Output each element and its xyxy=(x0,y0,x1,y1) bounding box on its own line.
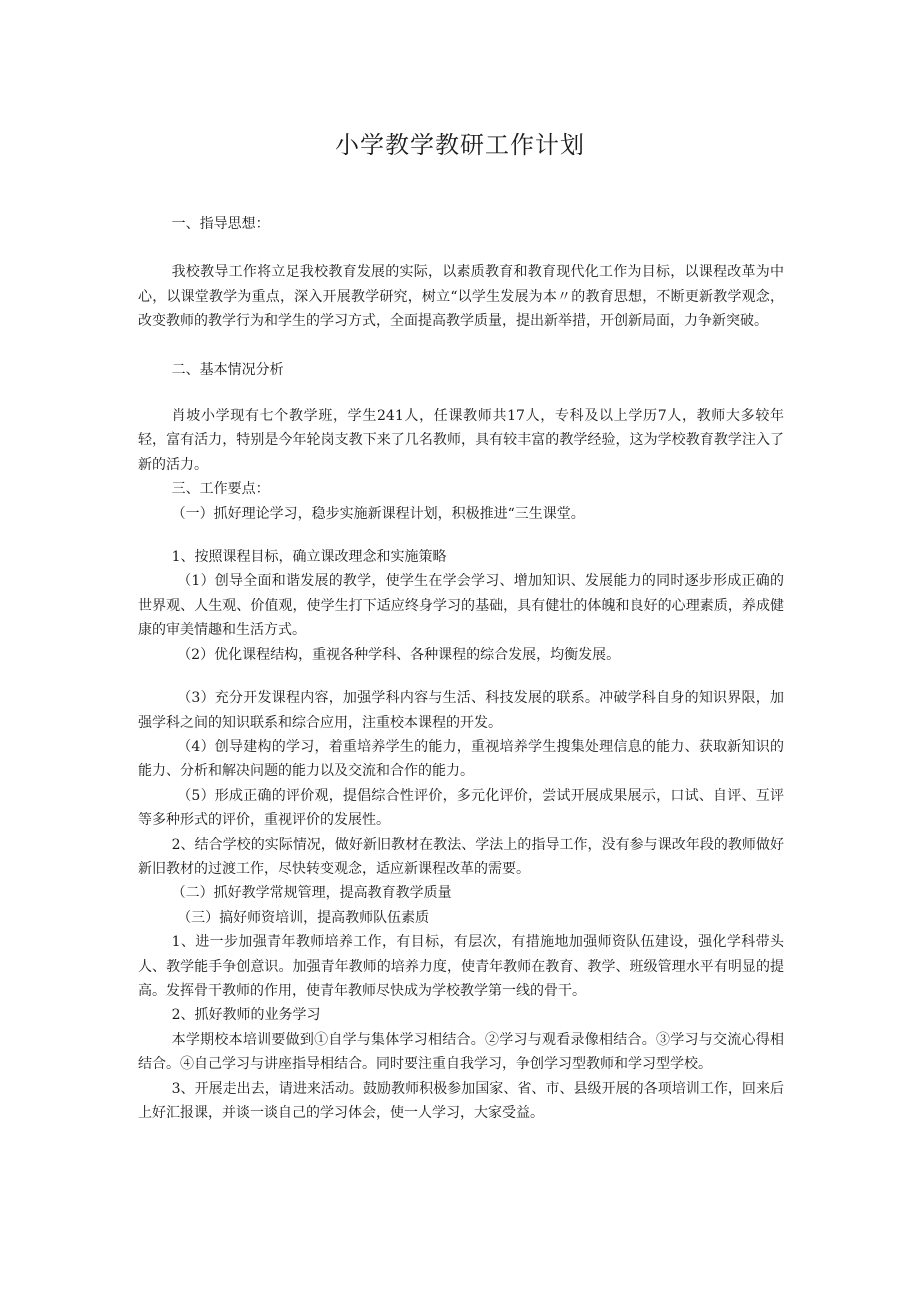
training-item-2-title: 2、抓好教师的业务学习 xyxy=(171,1007,321,1024)
document-title: 小学教学教研工作计划 xyxy=(335,131,585,159)
section-3-subheading-2: （二）抓好教学常规管理，提高教育教学质量 xyxy=(171,885,452,902)
item-1-title: 1、按照课程目标，确立课改理念和实施策略 xyxy=(171,549,447,566)
section-3-subheading-1: （一）抓好理论学习，稳步实施新课程计划，积极推进“三生课堂。 xyxy=(171,505,585,522)
item-1-point-5: （5）形成正确的评价观，提倡综合性评价，多元化评价，尝试开展成果展示，口试、自评、互评等多种形式的评价，重视评价的发展性。 xyxy=(138,787,784,829)
section-2-heading: 二、基本情况分析 xyxy=(171,361,284,378)
section-3-heading: 三、工作要点： xyxy=(171,481,270,498)
section-3-subheading-3: （三）搞好师资培训，提高教师队伍素质 xyxy=(177,909,430,926)
document-body xyxy=(138,212,784,1125)
training-item-2-paragraph: 本学期校本培训要做到①自学与集体学习相结合。②学习与观看录像相结合。③学习与交流心得相结合。④自己学习与讲座指导相结合。同时要注重自我学习，争创学习型教师和学习型学校。 xyxy=(138,1031,784,1073)
item-1-point-3: （3）充分开发课程内容，加强学科内容与生活、科技发展的联系。冲破学科自身的知识界限，加强学科之间的知识联系和综合应用，注重校本课程的开发。 xyxy=(138,690,784,731)
training-item-1: 1、进一步加强青年教师培养工作，有目标，有层次，有措施地加强师资队伍建设，强化学科带头人、教学能手争创意识。加强青年教师的培养力度，使青年教师在教育、教学、班级管理水平有明显的提高。发挥骨干教师的作用，使青年教师尽快成为学校教学第一线的骨干。 xyxy=(138,934,784,999)
item-2-paragraph: 2、结合学校的实际情况，做好新旧教材在教法、学法上的指导工作，没有参与课改年段的教师做好新旧教材的过渡工作，尽快转变观念，适应新课程改革的需要。 xyxy=(138,836,784,877)
item-1-point-1: （1）创导全面和谐发展的教学，使学生在学会学习、增加知识、发展能力的同时逐步形成正确的世界观、人生观、价值观，使学生打下适应终身学习的基础，具有健壮的体魄和良好的心理素质，养成健康的审美情趣和生活方式。 xyxy=(138,573,784,639)
item-1-point-4: （4）创导建构的学习，着重培养学生的能力，重视培养学生搜集处理信息的能力、获取新知识的能力、分析和解决问题的能力以及交流和合作的能力。 xyxy=(138,738,784,780)
training-item-3: 3、开展走出去，请进来活动。鼓励教师积极参加国家、省、市、县级开展的各项培训工作，回来后上好汇报课，并谈一谈自己的学习体会，使一人学习，大家受益。 xyxy=(138,1080,784,1121)
section-1-heading: 一、指导思想： xyxy=(171,216,270,232)
section-1-paragraph: 我校教导工作将立足我校教育发展的实际，以素质教育和教育现代化工作为目标，以课程改革为中心，以课堂教学为重点，深入开展教学研究，树立“以学生发展为本〃的教育思想，不断更新教学观念，改变教师的教学行为和学生的学习方式，全面提高教学质量，提出新举措，开创新局面，力争新突破。 xyxy=(138,264,784,330)
item-1-point-2: （2）优化课程结构，重视各种学科、各种课程的综合发展，均衡发展。 xyxy=(177,646,621,663)
section-2-paragraph: 肖坡小学现有七个教学班，学生241人，任课教师共17人，专科及以上学历7人，教师大多较年轻，富有活力，特别是今年轮岗支教下来了几名教师，具有较丰富的教学经验，这为学校教育教学注入了新的活力。 xyxy=(138,408,784,473)
